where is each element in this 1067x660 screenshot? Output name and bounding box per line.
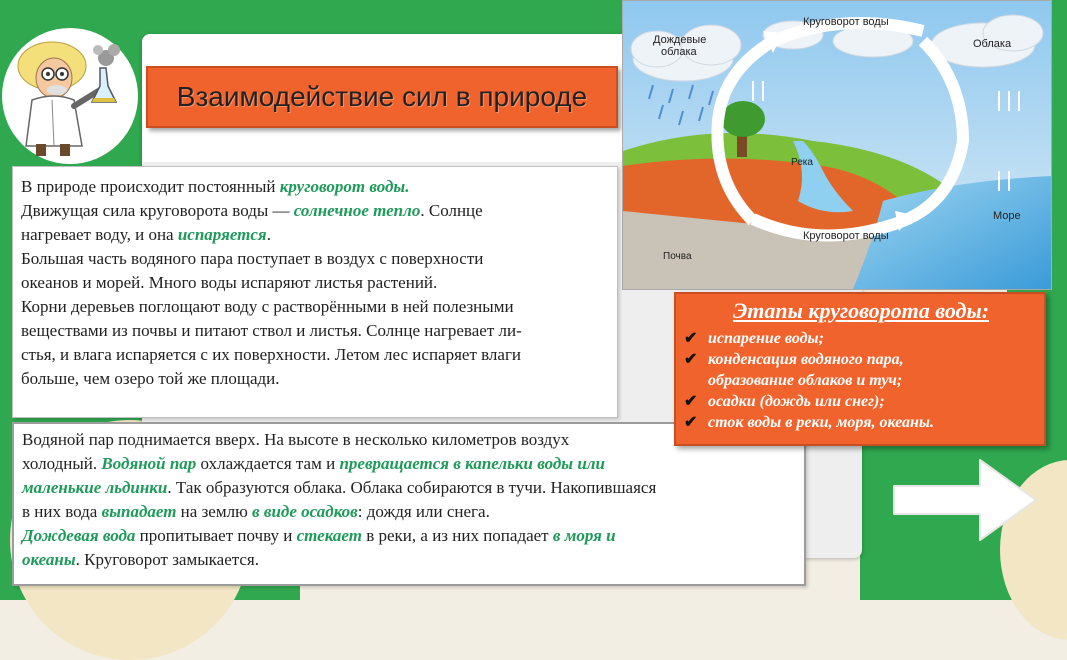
text-line — [21, 175, 617, 199]
checkmark-icon: ✔ — [684, 330, 698, 347]
text-line: стья, и влага испаряется с их поверхности. Летом лес испаряет влаги — [21, 345, 522, 364]
text-fragment: нагревает воду, и она — [21, 225, 178, 244]
slide-title: Взаимодействие сил в природе — [176, 81, 588, 112]
highlight-term: в виде осадков — [252, 502, 358, 521]
highlight-term: маленькие льдинки — [22, 478, 168, 497]
label-cycle-top: Круговорот воды — [803, 16, 889, 28]
next-slide-button[interactable] — [880, 448, 1050, 548]
highlight-term: в моря и — [552, 526, 616, 545]
text-fragment: холодный. — [22, 454, 102, 473]
highlight-term: океаны — [22, 550, 76, 569]
text-fragment: в них вода — [22, 502, 102, 521]
checkmark-icon: ✔ — [684, 414, 698, 431]
stages-list — [684, 328, 1038, 433]
mascot-circle — [2, 28, 138, 164]
text-line: веществами из почвы и питают ствол и листья. Солнце нагревает ли- — [21, 321, 522, 340]
highlight-term: Дождевая вода — [22, 526, 136, 545]
slide-title-box — [146, 66, 618, 128]
text-line: больше, чем озеро той же площади. — [21, 369, 280, 388]
label-soil: Почва — [663, 251, 692, 262]
text-fragment: в реки, а из них попадает — [361, 526, 553, 545]
water-cycle-diagram — [622, 0, 1052, 290]
text-line — [22, 500, 804, 524]
label-cycle-bottom: Круговорот воды — [803, 230, 889, 242]
highlight-term: стекает — [296, 526, 362, 545]
text-line: Водяной пар поднимается вверх. На высоте в несколько километров воздух — [22, 430, 570, 449]
text-block-water-cycle-details — [12, 422, 806, 586]
list-item — [684, 412, 1038, 433]
stage-text: сток воды в реки, моря, океаны. — [708, 414, 934, 431]
text-fragment: . Круговорот замыкается. — [75, 550, 259, 569]
text-line — [22, 524, 804, 548]
checkmark-icon: ✔ — [684, 351, 698, 368]
stage-text: осадки (дождь или снег); — [708, 393, 885, 410]
stage-text: испарение воды; — [708, 330, 824, 347]
text-fragment: пропитывает почву и — [135, 526, 297, 545]
water-cycle-illustration — [623, 1, 1051, 289]
highlight-term: круговорот воды. — [279, 177, 410, 196]
text-line: Большая часть водяного пара поступает в воздух с поверхности — [21, 249, 484, 268]
stages-title: Этапы круговорота воды: — [732, 298, 990, 323]
list-item — [684, 370, 1038, 391]
highlight-term: выпадает — [101, 502, 177, 521]
highlight-term: Водяной пар — [101, 454, 197, 473]
stage-text: образование облаков и туч; — [708, 372, 903, 389]
list-item — [684, 349, 1038, 370]
text-fragment: : дождя или снега. — [357, 502, 490, 521]
text-line — [22, 452, 804, 476]
text-fragment: на землю — [176, 502, 253, 521]
text-fragment: . — [266, 225, 271, 244]
text-fragment: Движущая сила круговорота воды — — [21, 201, 294, 220]
text-line: Корни деревьев поглощают воду с растворёнными в ней полезными — [21, 297, 514, 316]
text-block-water-cycle-intro — [12, 166, 618, 418]
text-line — [21, 223, 617, 247]
highlight-term: испаряется — [177, 225, 267, 244]
text-line — [21, 199, 617, 223]
text-fragment: охлаждается там и — [196, 454, 340, 473]
highlight-term: превращается в капельки воды или — [339, 454, 605, 473]
text-fragment: . Так образуются облака. Облака собираются в тучи. Накопившаяся — [167, 478, 657, 497]
list-item — [684, 328, 1038, 349]
label-river: Река — [791, 157, 813, 168]
label-sea: Море — [993, 210, 1021, 222]
list-item — [684, 391, 1038, 412]
text-line — [22, 548, 804, 572]
text-line: океанов и морей. Много воды испаряют листья растений. — [21, 273, 438, 292]
text-fragment: . Солнце — [420, 201, 483, 220]
stage-text: конденсация водяного пара, — [708, 351, 904, 368]
label-rain-clouds-2: облака — [661, 46, 697, 58]
water-cycle-stages-box — [674, 292, 1046, 446]
label-rain-clouds: Дождевые — [653, 34, 707, 46]
label-clouds: Облака — [973, 38, 1012, 50]
checkmark-icon: ✔ — [684, 393, 698, 410]
text-fragment: В природе происходит постоянный — [21, 177, 280, 196]
arrow-right-icon — [880, 448, 1050, 548]
highlight-term: солнечное тепло — [293, 201, 421, 220]
scientist-icon — [2, 28, 138, 164]
text-line — [22, 476, 804, 500]
